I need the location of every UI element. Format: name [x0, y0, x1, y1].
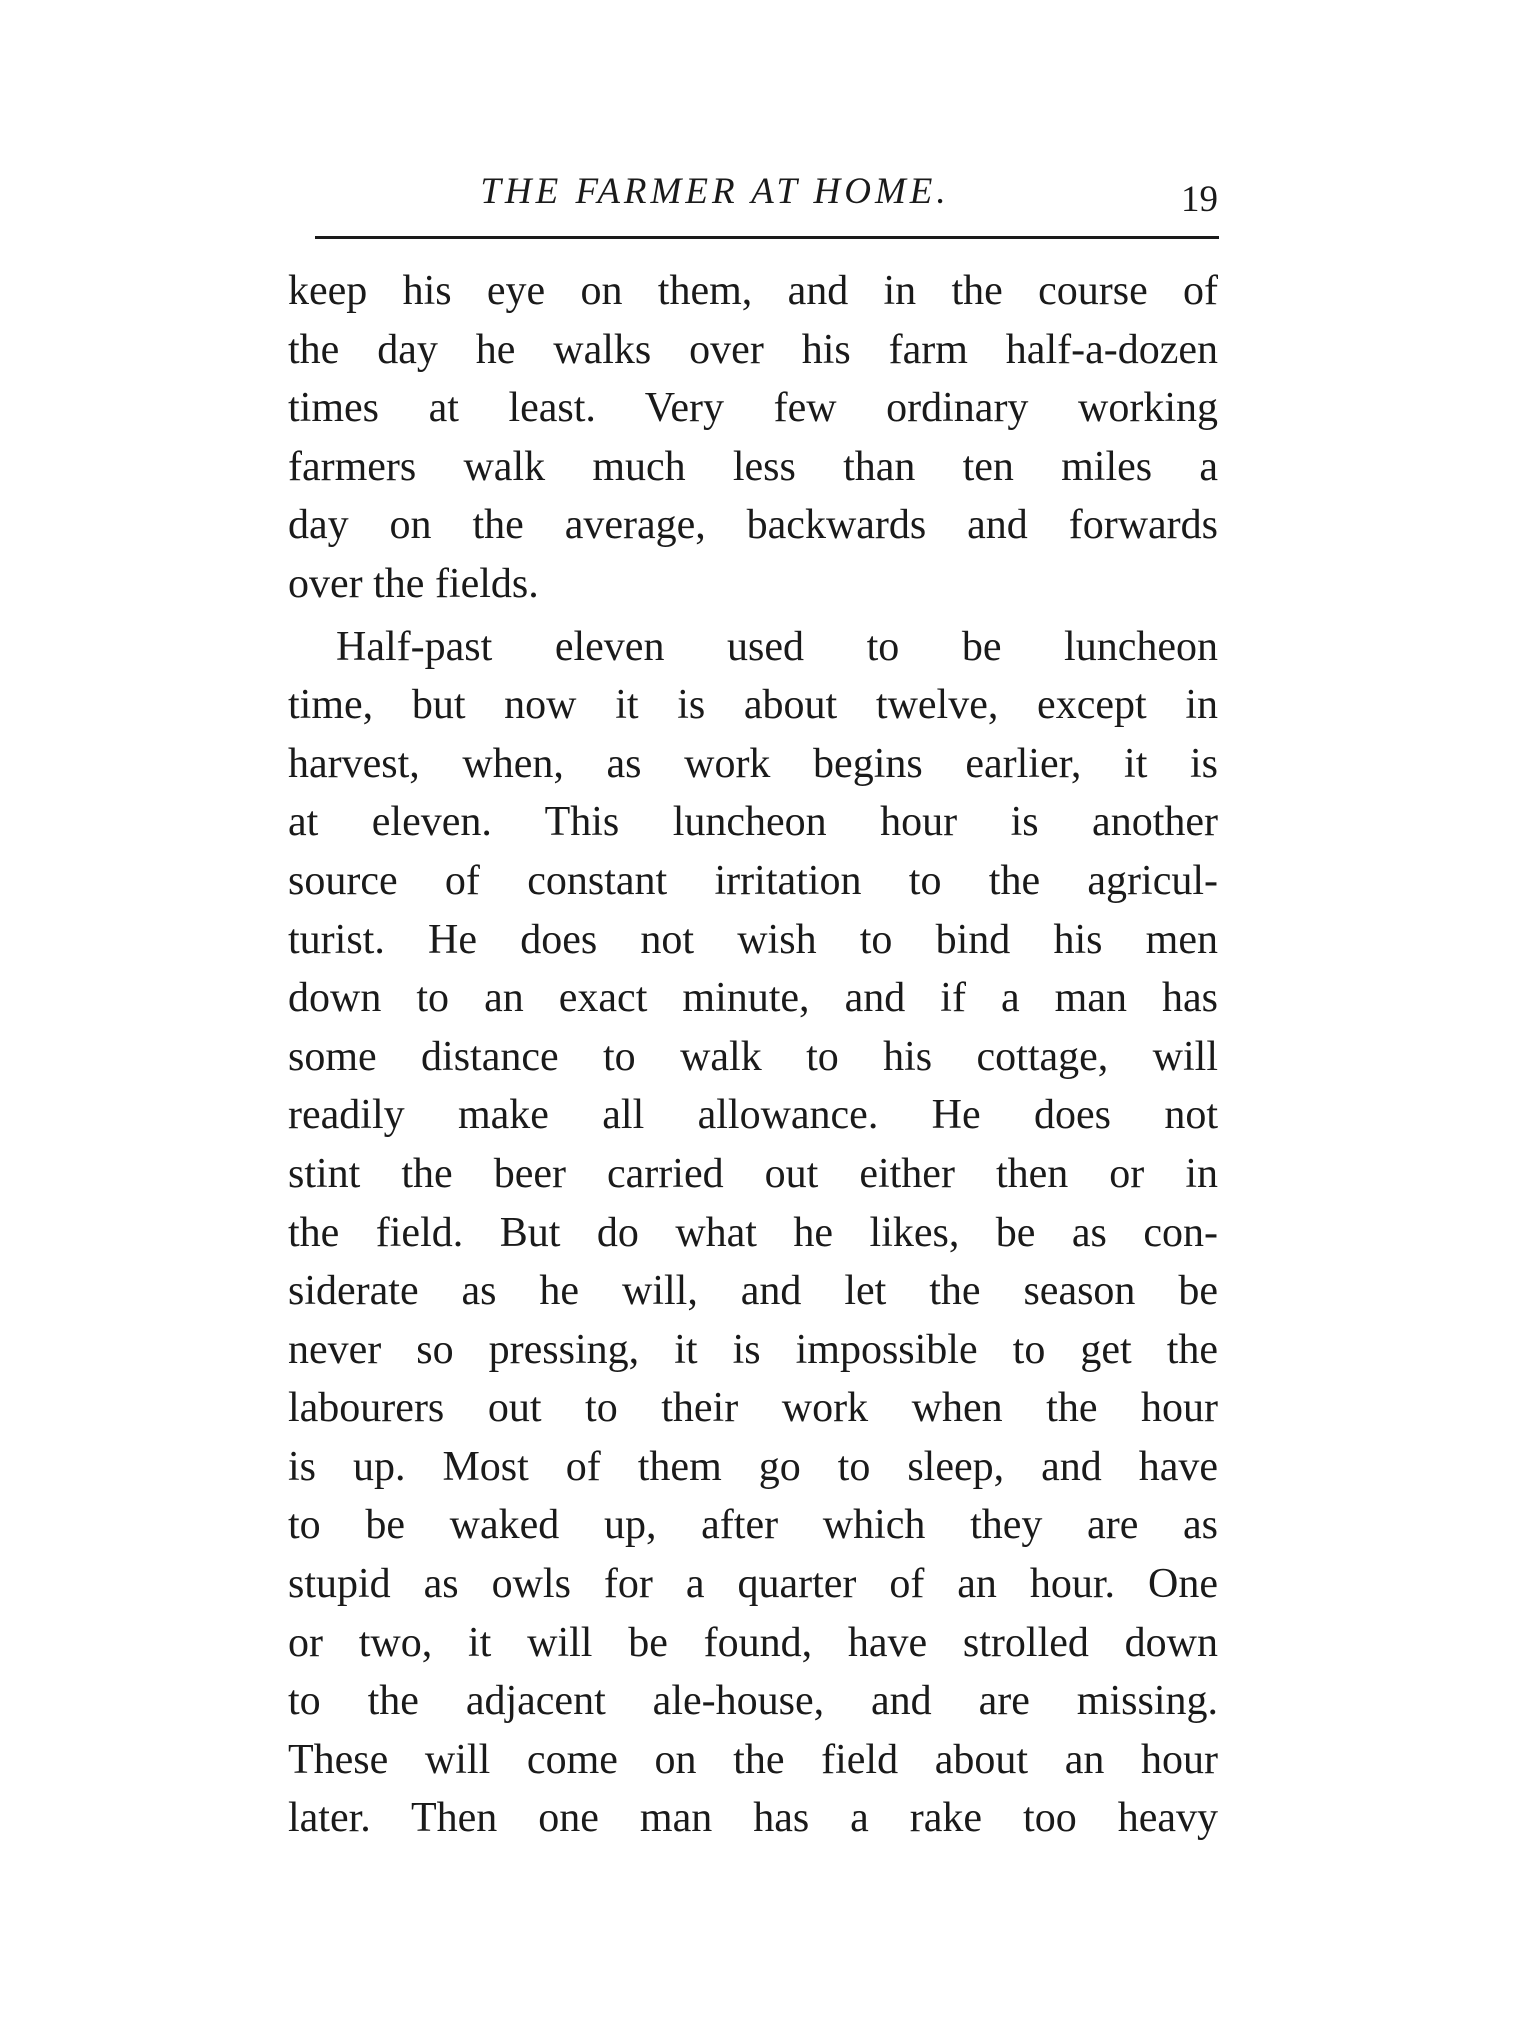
paragraph-1: [288, 262, 1218, 614]
text-line: over the fields.: [288, 560, 539, 607]
text-line: farmers walk much less than ten miles a: [288, 443, 1218, 490]
text-line: time, but now it is about twelve, except in: [288, 682, 1218, 729]
text-line: the field. But do what he likes, be as con-: [288, 1209, 1218, 1256]
text-line: down to an exact minute, and if a man has: [288, 975, 1218, 1022]
text-line: later. Then one man has a rake too heavy: [288, 1795, 1218, 1842]
text-line: stupid as owls for a quarter of an hour. One: [288, 1561, 1218, 1608]
text-line: labourers out to their work when the hour: [288, 1385, 1218, 1432]
text-line: These will come on the field about an hour: [288, 1736, 1218, 1783]
text-line: stint the beer carried out either then or in: [288, 1150, 1218, 1197]
text-line: at eleven. This luncheon hour is another: [288, 799, 1218, 846]
text-line: never so pressing, it is impossible to get the: [288, 1326, 1218, 1373]
running-title: THE FARMER AT HOME.: [480, 171, 950, 212]
text-line: or two, it will be found, have strolled down: [288, 1619, 1218, 1666]
text-line: to be waked up, after which they are as: [288, 1502, 1218, 1549]
text-line: source of constant irritation to the agricul-: [288, 857, 1218, 904]
page-number: 19: [1181, 179, 1218, 220]
text-line: some distance to walk to his cottage, will: [288, 1033, 1218, 1080]
text-line: the day he walks over his farm half-a-dozen: [288, 326, 1218, 373]
text-line: keep his eye on them, and in the course of: [288, 268, 1218, 314]
text-line: to the adjacent ale-house, and are missing.: [288, 1678, 1218, 1725]
text-line: turist. He does not wish to bind his men: [288, 916, 1218, 963]
paragraph-2: [288, 618, 1218, 1848]
text-line: is up. Most of them go to sleep, and have: [288, 1443, 1218, 1490]
text-line: readily make all allowance. He does not: [288, 1092, 1218, 1139]
text-line: times at least. Very few ordinary working: [288, 385, 1218, 432]
body-text: [288, 262, 1218, 1848]
text-line: siderate as he will, and let the season be: [288, 1268, 1218, 1315]
running-head: [290, 158, 1230, 228]
header-rule: [315, 236, 1219, 239]
text-line: Half-past eleven used to be luncheon: [336, 623, 1218, 670]
text-line: harvest, when, as work begins earlier, it is: [288, 740, 1218, 787]
text-line: day on the average, backwards and forwards: [288, 502, 1218, 549]
